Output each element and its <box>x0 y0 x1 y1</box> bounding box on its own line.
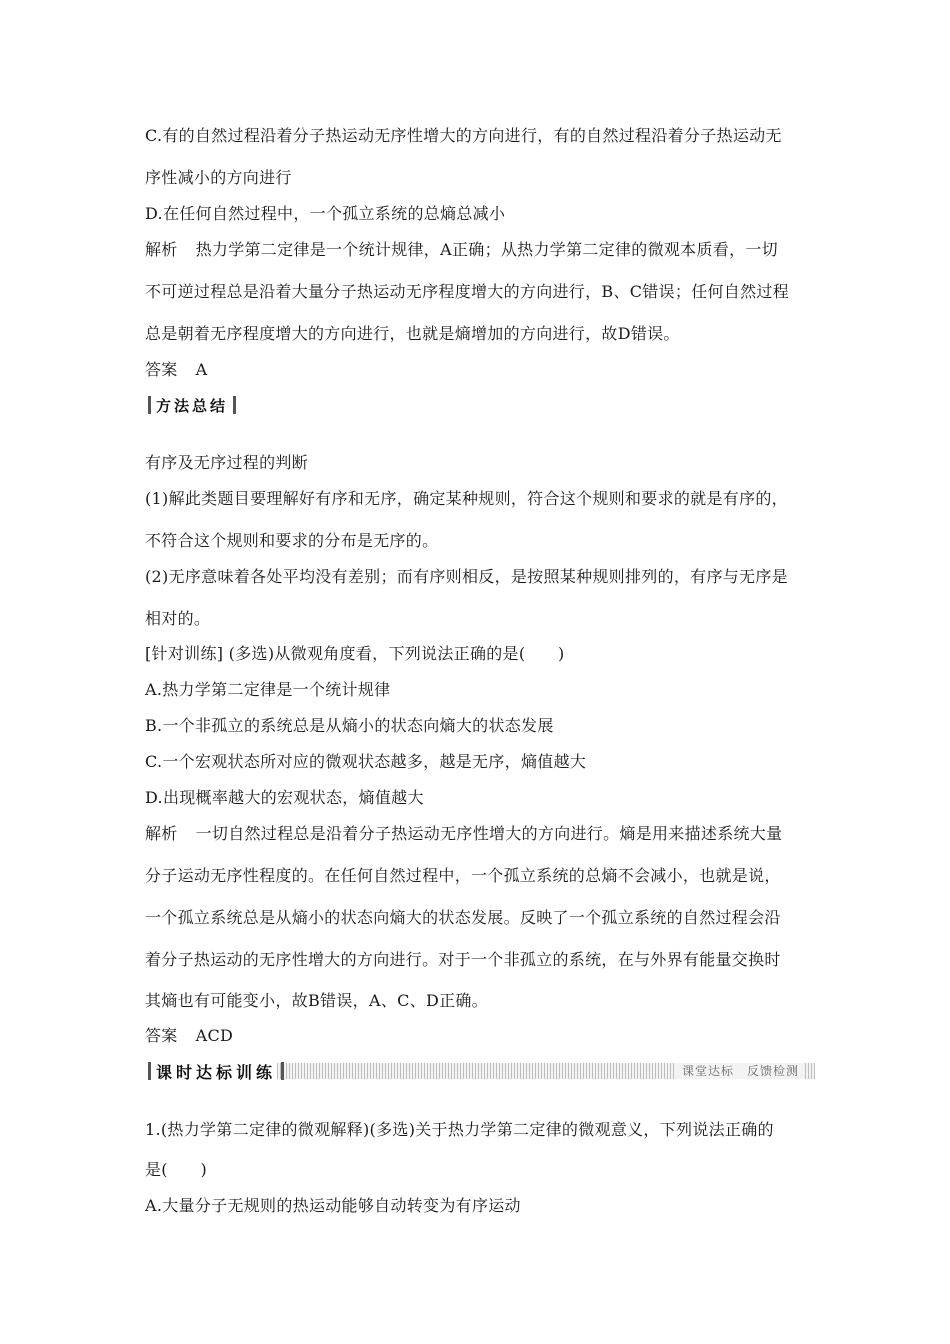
banner-bar-left <box>148 1062 151 1080</box>
training-analysis-line5: 其熵也有可能变小，故B错误，A、C、D正确。 <box>145 991 488 1010</box>
answer-label: 答案 <box>145 360 178 379</box>
banner-subtitle: 课堂达标 反馈检测 <box>676 1063 805 1079</box>
heading-bar-left <box>148 396 151 414</box>
method-p1-line1: (1)解此类题目要理解好有序和无序，确定某种规则，符合这个规则和要求的就是有序的， <box>145 489 788 508</box>
option-c-line2: 序性减小的方向进行 <box>145 168 292 187</box>
method-title: 有序及无序过程的判断 <box>145 453 309 472</box>
method-p1-line2: 不符合这个规则和要求的分布是无序的。 <box>145 531 439 550</box>
exercise1-line1: 1.(热力学第二定律的微观解释)(多选)关于热力学第二定律的微观意义，下列说法正确的 <box>145 1120 774 1139</box>
banner-title: 课时达标训练 <box>156 1062 277 1082</box>
method-p2-line1: (2)无序意味着各处平均没有差别；而有序则相反，是按照某种规则排列的，有序与无序是 <box>145 567 788 586</box>
training-analysis-text: 一切自然过程总是沿着分子热运动无序性增大的方向进行。熵是用来描述系统大量 <box>195 824 783 843</box>
training-option-c: C.一个宏观状态所对应的微观状态越多，越是无序，熵值越大 <box>145 752 587 771</box>
banner-bar-right <box>281 1062 284 1080</box>
answer-value: A <box>195 360 208 379</box>
method-p2-line2: 相对的。 <box>145 609 211 628</box>
exercise1-option-a: A.大量分子无规则的热运动能够自动转变为有序运动 <box>145 1196 521 1215</box>
analysis-line1 <box>145 240 778 260</box>
training-analysis-label: 解析 <box>145 824 178 843</box>
analysis-label: 解析 <box>145 240 178 259</box>
lesson-exercise-banner <box>145 1060 815 1082</box>
training-answer-value: ACD <box>195 1026 234 1045</box>
method-summary-heading <box>145 394 239 416</box>
training-analysis-line3: 一个孤立系统总是从熵小的状态向熵大的状态发展。反映了一个孤立系统的自然过程会沿 <box>145 908 781 927</box>
training-answer-label: 答案 <box>145 1026 178 1045</box>
training-option-b: B.一个非孤立的系统总是从熵小的状态向熵大的状态发展 <box>145 716 554 735</box>
exercise1-line2: 是( ) <box>145 1160 207 1179</box>
banner-left <box>145 1060 287 1082</box>
training-answer-line <box>145 1026 233 1046</box>
option-c-line1: C.有的自然过程沿着分子热运动无序性增大的方向进行，有的自然过程沿着分子热运动无 <box>145 126 782 145</box>
analysis-text: 热力学第二定律是一个统计规律，A正确；从热力学第二定律的微观本质看，一切 <box>195 240 778 259</box>
analysis-line3: 总是朝着无序程度增大的方向进行，也就是熵增加的方向进行，故D错误。 <box>145 324 680 343</box>
training-option-a: A.热力学第二定律是一个统计规律 <box>145 680 391 699</box>
answer-line <box>145 360 207 380</box>
analysis-line2: 不可逆过程总是沿着大量分子热运动无序程度增大的方向进行，B、C错误；任何自然过程 <box>145 282 790 301</box>
heading-bar-right <box>233 396 236 414</box>
option-d: D.在任何自然过程中，一个孤立系统的总熵总减小 <box>145 204 506 223</box>
training-question: [针对训练] (多选)从微观角度看，下列说法正确的是( ) <box>145 644 565 663</box>
training-analysis-line4: 着分子热运动的无序性增大的方向进行。对于一个非孤立的系统，在与外界有能量交换时 <box>145 950 781 969</box>
training-analysis-line1 <box>145 824 782 844</box>
training-option-d: D.出现概率越大的宏观状态，熵值越大 <box>145 788 424 807</box>
training-analysis-line2: 分子运动无序性程度的。在任何自然过程中，一个孤立系统的总熵不会减小，也就是说， <box>145 866 781 885</box>
method-summary-title: 方法总结 <box>156 396 229 415</box>
